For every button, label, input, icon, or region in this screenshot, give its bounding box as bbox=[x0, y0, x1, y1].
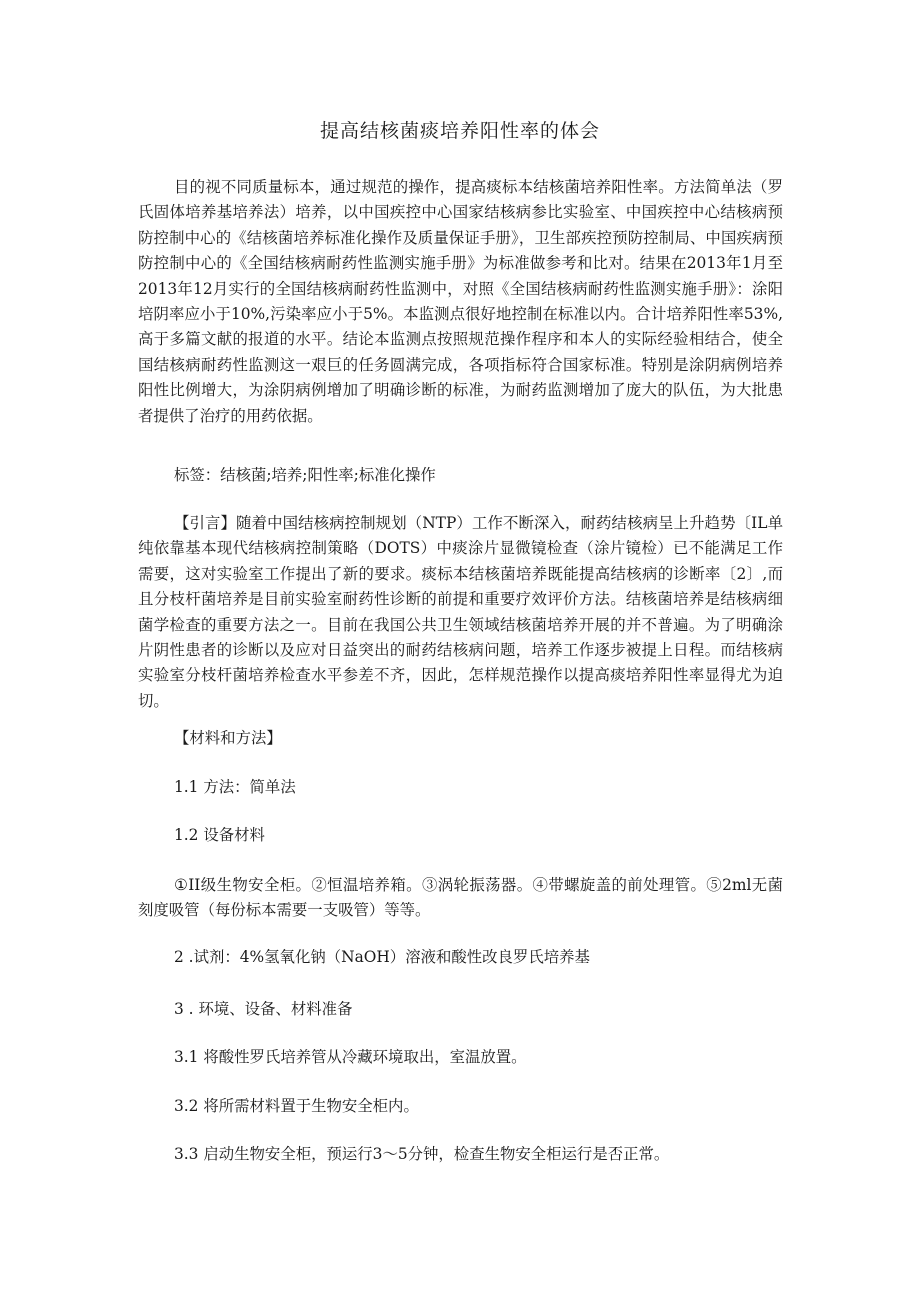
section-2-reagents: 2 .试剂：4%氢氧化钠（NaOH）溶液和酸性改良罗氏培养基 bbox=[174, 948, 590, 966]
section-3-2: 3.2 将所需材料置于生物安全柜内。 bbox=[174, 1097, 419, 1115]
section-1-2: 1.2 设备材料 bbox=[174, 826, 265, 844]
equipment-list: ①II级生物安全柜。②恒温培养箱。③涡轮振荡器。④带螺旋盖的前处理管。⑤2ml无菌刻度吸管（每份标本需要一支吸管）等等。 bbox=[138, 876, 783, 920]
introduction-paragraph: 【引言】随着中国结核病控制规划（NTP）工作不断深入，耐药结核病呈上升趋势〔IL单纯依靠基本现代结核病控制策略（DOTS）中痰涂片显微镜检查（涂片镜检）已不能满足工作需要，这对实验室工作提出了新的要求。痰标本结核菌培养既能提高结核病的诊断率〔2〕,而且分枝杆菌培养是目前实验室耐药性诊断的前提和重要疗效评价方法。结核菌培养是结核病细菌学检查的重要方法之一。目前在我国公共卫生领域结核菌培养开展的并不普遍。为了明确涂片阴性患者的诊断以及应对日益突出的耐药结核病问题，培养工作逐步被提上日程。而结核病实验室分枝杆菌培养检查水平参差不齐，因此，怎样规范操作以提高痰培养阳性率显得尤为迫切。 bbox=[138, 514, 783, 710]
section-1-1: 1.1 方法：简单法 bbox=[174, 778, 296, 796]
section-3-1: 3.1 将酸性罗氏培养管从冷藏环境取出，室温放置。 bbox=[174, 1048, 527, 1066]
section-3-3: 3.3 启动生物安全柜，预运行3～5分钟，检查生物安全柜运行是否正常。 bbox=[174, 1145, 670, 1163]
document-title: 提高结核菌痰培养阳性率的体会 bbox=[319, 120, 600, 142]
materials-methods-heading: 【材料和方法】 bbox=[174, 729, 282, 747]
section-3-preparation: 3 . 环境、设备、材料准备 bbox=[174, 1000, 353, 1018]
keywords-line: 标签：结核菌;培养;阳性率;标准化操作 bbox=[174, 466, 436, 484]
abstract-paragraph: 目的视不同质量标本，通过规范的操作，提高痰标本结核菌培养阳性率。方法简单法（罗氏固体培养基培养法）培养，以中国疾控中心国家结核病参比实验室、中国疾控中心结核病预防控制中心的《结核菌培养标准化操作及质量保证手册》，卫生部疾控预防控制局、中国疾病预防控制中心的《全国结核病耐药性监测实施手册》为标准做参考和比对。结果在2013年1月至2013年12月实行的全国结核病耐药性监测中，对照《全国结核病耐药性监测实施手册》：涂阳培阴率应小于10%,污染率应小于5%。本监测点很好地控制在标准以内。合计培养阳性率53%,高于多篇文献的报道的水平。结论本监测点按照规范操作程序和本人的实际经验相结合，使全国结核病耐药性监测这一艰巨的任务圆满完成，各项指标符合国家标准。特别是涂阴病例培养阳性比例增大，为涂阴病例增加了明确诊断的标准，为耐药监测增加了庞大的队伍，为大批患者提供了治疗的用药依据。 bbox=[138, 178, 783, 425]
